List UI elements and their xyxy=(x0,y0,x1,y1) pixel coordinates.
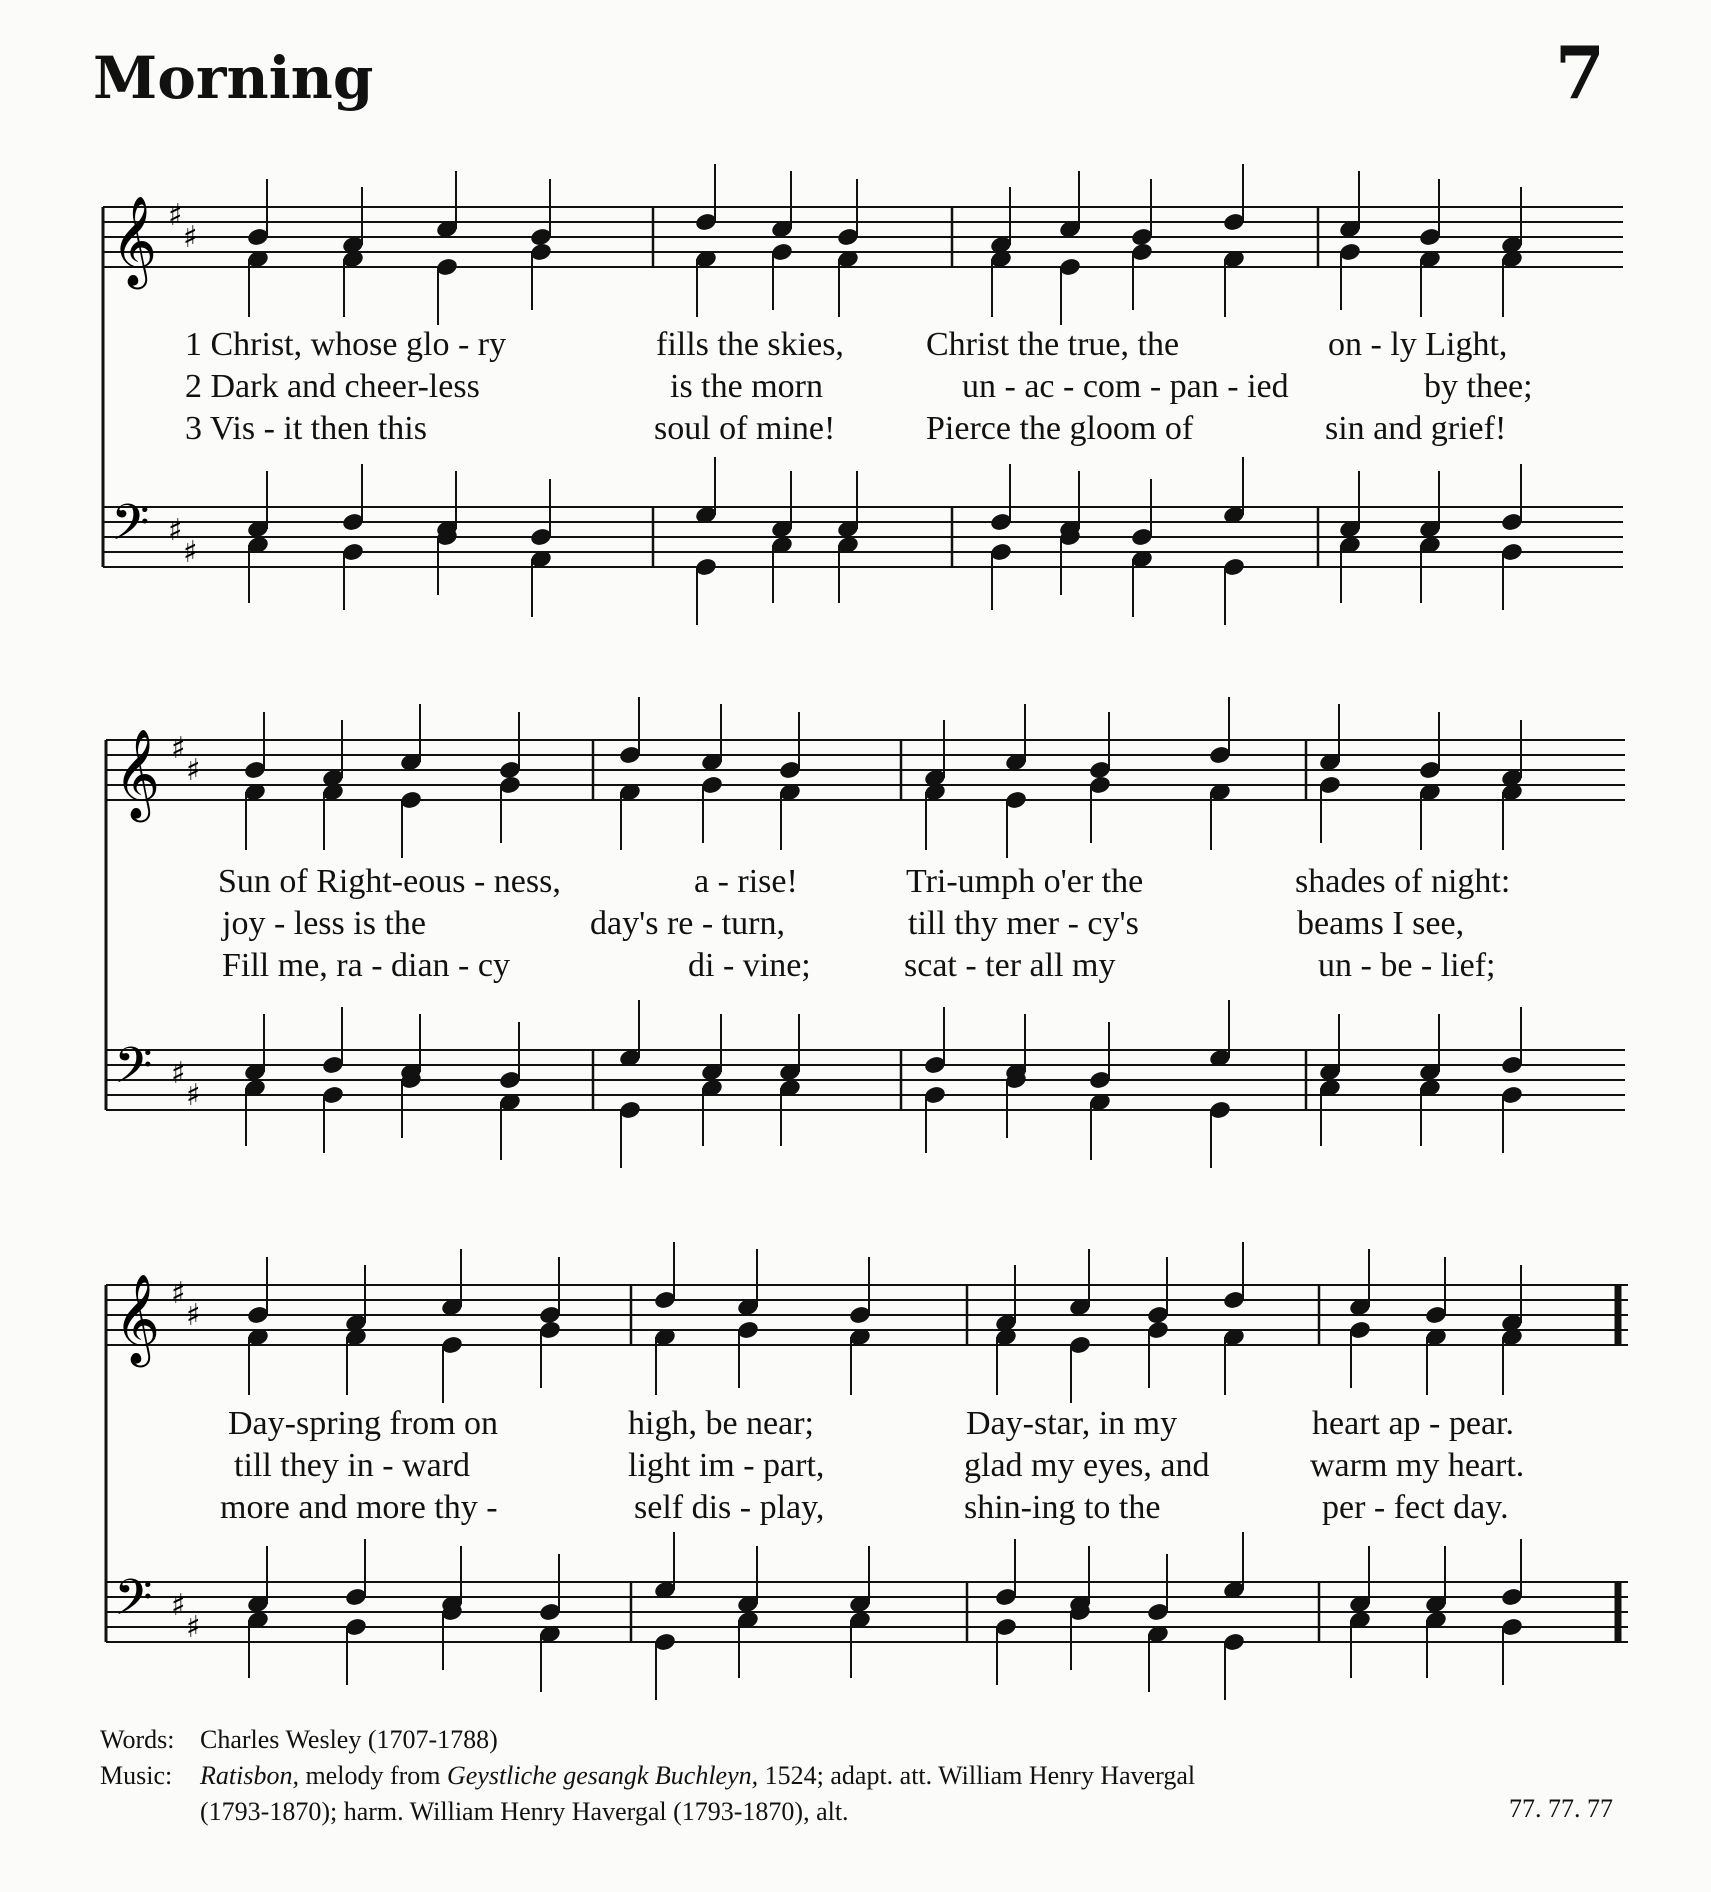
sharp-icon: ♯ xyxy=(186,1298,201,1333)
meter: 77. 77. 77 xyxy=(1509,1794,1613,1823)
sharp-icon: ♯ xyxy=(186,753,201,788)
lyric-line: fills the skies, xyxy=(656,326,844,363)
lyric-line: high, be near; xyxy=(628,1405,814,1442)
lyric-line: till thy mer - cy's xyxy=(908,905,1139,942)
tune-name: Ratisbon, xyxy=(200,1761,299,1790)
lyric-line: on - ly Light, xyxy=(1328,326,1508,363)
lyric-line: Fill me, ra - dian - cy xyxy=(222,947,510,984)
source-title: Geystliche gesangk Buchleyn, xyxy=(446,1761,759,1790)
lyric-line: Day-star, in my xyxy=(966,1405,1178,1442)
lyric-line: by thee; xyxy=(1424,368,1533,405)
lyric-line: Sun of Right-eous - ness, xyxy=(218,863,561,900)
lyric-line: Christ the true, the xyxy=(926,326,1180,363)
lyric-line: scat - ter all my xyxy=(904,947,1116,984)
hymn-number: 7 xyxy=(1554,30,1605,115)
bass-clef-icon: 𝄢 xyxy=(114,1037,153,1107)
hymn-title: Morning xyxy=(93,44,374,112)
lyric-line: un - ac - com - pan - ied xyxy=(962,368,1289,405)
lyric-line: is the morn xyxy=(670,368,823,405)
lyric-line: Day-spring from on xyxy=(228,1405,499,1442)
lyric-line: di - vine; xyxy=(688,947,811,984)
lyric-line: 3 Vis - it then this xyxy=(185,410,427,447)
words-credit xyxy=(100,1722,1195,1758)
music-label: Music: xyxy=(100,1761,173,1790)
sharp-icon: ♯ xyxy=(183,535,198,570)
treble-clef-icon: 𝄞 xyxy=(111,196,158,286)
sharp-icon: ♯ xyxy=(171,1588,186,1623)
lyric-line: 2 Dark and cheer-less xyxy=(185,368,480,405)
lyric-line: heart ap - pear. xyxy=(1312,1405,1514,1442)
words-text: Charles Wesley (1707-1788) xyxy=(200,1725,498,1754)
sharp-icon: ♯ xyxy=(186,1078,201,1113)
bass-clef-icon: 𝄢 xyxy=(114,1569,153,1639)
credits xyxy=(100,1722,1195,1830)
sharp-icon: ♯ xyxy=(171,1056,186,1091)
lyric-line: beams I see, xyxy=(1297,905,1465,942)
lyric-line: soul of mine! xyxy=(654,410,836,447)
lyric-line: 1 Christ, whose glo - ry xyxy=(185,326,507,363)
lyric-line: sin and grief! xyxy=(1325,410,1507,447)
sharp-icon: ♯ xyxy=(171,731,186,766)
lyric-line: more and more thy - xyxy=(220,1489,498,1526)
lyric-line: till they in - ward xyxy=(234,1447,471,1484)
music-credit-cont: (1793-1870); harm. William Henry Havergal (1793-1870), alt. xyxy=(200,1797,849,1826)
lyric-line: day's re - turn, xyxy=(590,905,785,942)
lyric-line: a - rise! xyxy=(694,863,798,900)
lyric-line: joy - less is the xyxy=(222,905,426,942)
treble-clef-icon: 𝄞 xyxy=(114,729,161,819)
words-label: Words: xyxy=(100,1725,175,1754)
sharp-icon: ♯ xyxy=(171,1276,186,1311)
bass-clef-icon: 𝄢 xyxy=(111,494,150,564)
lyric-line: glad my eyes, and xyxy=(964,1447,1210,1484)
sharp-icon: ♯ xyxy=(168,198,183,233)
lyric-line: light im - part, xyxy=(628,1447,825,1484)
music-text: 1524; adapt. att. William Henry Havergal xyxy=(758,1761,1196,1790)
lyric-line: shin-ing to the xyxy=(964,1489,1161,1526)
treble-clef-icon: 𝄞 xyxy=(114,1274,161,1364)
lyric-line: self dis - play, xyxy=(634,1489,825,1526)
sharp-icon: ♯ xyxy=(183,220,198,255)
sharp-icon: ♯ xyxy=(168,513,183,548)
music-text: melody from xyxy=(298,1761,447,1790)
lyric-line: un - be - lief; xyxy=(1318,947,1496,984)
sharp-icon: ♯ xyxy=(186,1610,201,1645)
music-credit xyxy=(100,1758,1195,1794)
lyric-line: shades of night: xyxy=(1295,863,1511,900)
lyric-line: Pierce the gloom of xyxy=(926,410,1194,447)
lyric-line: per - fect day. xyxy=(1322,1489,1509,1526)
lyric-line: warm my heart. xyxy=(1310,1447,1525,1484)
lyric-line: Tri-umph o'er the xyxy=(906,863,1144,900)
